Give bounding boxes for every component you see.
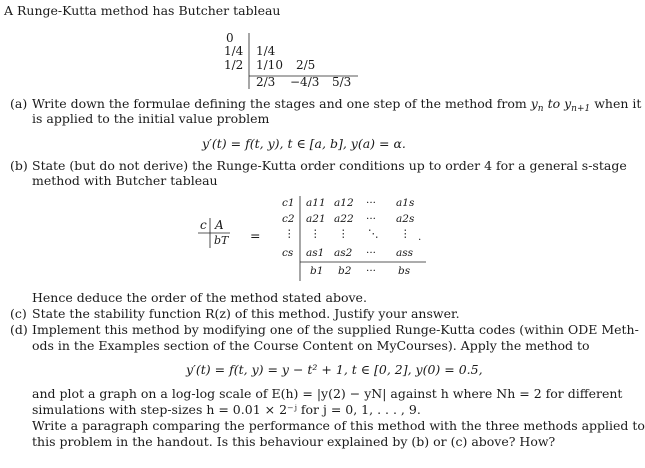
tableau-b-1: 2/3 <box>256 75 276 89</box>
part-d-line4: simulations with step-sizes h = 0.01 × 2⁻ʲ for j = 0, 1, . . . , 9. <box>32 402 421 417</box>
part-a-line2: is applied to the initial value problem <box>32 111 270 126</box>
part-b-hence: Hence deduce the order of the method stated above. <box>32 290 367 305</box>
gt-r4-dots: ··· <box>366 247 377 259</box>
tableau-c-3: 1/2 <box>224 58 244 72</box>
gt-r2-c: c2 <box>282 213 295 225</box>
tableau-c-1: 0 <box>226 31 234 45</box>
gt-b-dots: ··· <box>366 265 377 277</box>
gt-r3-a1: ⋮ <box>310 228 321 240</box>
gt-r3-a2: ⋮ <box>338 228 349 240</box>
part-c-label: (c) <box>10 306 27 321</box>
gt-b1: b1 <box>310 265 324 277</box>
gt-r2-a2: a22 <box>334 213 354 225</box>
gt-r4-as: ass <box>396 247 414 259</box>
tableau-a-32: 2/5 <box>296 58 316 72</box>
general-left-bT: bT <box>214 234 229 247</box>
gt-r2-dots: ··· <box>366 213 377 225</box>
tableau-c-2: 1/4 <box>224 44 244 58</box>
general-left-c: c <box>200 218 207 232</box>
tableau-b-2: −4/3 <box>290 75 320 89</box>
gt-r1-dots: ··· <box>366 197 377 209</box>
part-d-line5: Write a paragraph comparing the performance of this method with the three methods applied to <box>32 418 645 433</box>
gt-r1-a2: a12 <box>334 197 354 209</box>
part-d-line3: and plot a graph on a log-log scale of E(h) = |y(2) − yN| against h where Nh = 2 for different <box>32 386 623 401</box>
tableau-a-21: 1/4 <box>256 44 276 58</box>
part-d-label: (d) <box>10 322 28 337</box>
intro-text: A Runge-Kutta method has Butcher tableau <box>4 3 281 18</box>
part-a-ivp: y′(t) = f(t, y), t ∈ [a, b], y(a) = α. <box>202 136 406 151</box>
part-d-line6: this problem in the handout. Is this behaviour explained by (b) or (c) above? How? <box>32 434 556 449</box>
gt-r3-as: ⋮ <box>400 228 411 240</box>
gt-b2: b2 <box>338 265 352 277</box>
gt-period: . <box>418 231 422 243</box>
part-a-label: (a) <box>10 96 28 111</box>
part-d-ivp: y′(t) = f(t, y) = y − t² + 1, t ∈ [0, 2], y(0) = 0.5, <box>186 362 483 377</box>
part-a-text1-tail: when it <box>594 96 642 111</box>
general-tableau-left <box>196 216 236 252</box>
gt-r4-a1: as1 <box>306 247 325 259</box>
gt-r1-as: a1s <box>396 197 415 209</box>
part-d-line1: Implement this method by modifying one of the supplied Runge-Kutta codes (within ODE Meth- <box>32 322 639 337</box>
butcher-tableau <box>218 31 378 93</box>
part-c-text: State the stability function R(z) of this method. Justify your answer. <box>32 306 460 321</box>
part-b-label: (b) <box>10 158 28 173</box>
part-a-text1: Write down the formulae defining the stages and one step of the method from <box>32 96 527 111</box>
gt-r1-a1: a11 <box>306 197 326 209</box>
general-left-A: A <box>215 218 224 232</box>
gt-r2-a1: a21 <box>306 213 326 225</box>
gt-r4-c: cs <box>282 247 294 259</box>
gt-r2-as: a2s <box>396 213 415 225</box>
gt-r3-ddots: ⋱ <box>368 228 379 240</box>
gt-r3-c: ⋮ <box>284 228 295 240</box>
part-a-yn: $y_n$ to $y_{n+1}$ <box>530 96 591 114</box>
part-b-line1: State (but do not derive) the Runge-Kutta order conditions up to order 4 for a general s-stage <box>32 158 627 173</box>
equals-sign: = <box>250 228 261 243</box>
general-tableau <box>276 195 426 285</box>
part-d-line2: ods in the Examples section of the Course Content on MyCourses). Apply the method to <box>32 338 590 353</box>
part-b-line2: method with Butcher tableau <box>32 173 218 188</box>
gt-r1-c: c1 <box>282 197 295 209</box>
tableau-b-3: 5/3 <box>332 75 352 89</box>
gt-r4-a2: as2 <box>334 247 353 259</box>
gt-bs: bs <box>398 265 411 277</box>
tableau-a-31: 1/10 <box>256 58 283 72</box>
